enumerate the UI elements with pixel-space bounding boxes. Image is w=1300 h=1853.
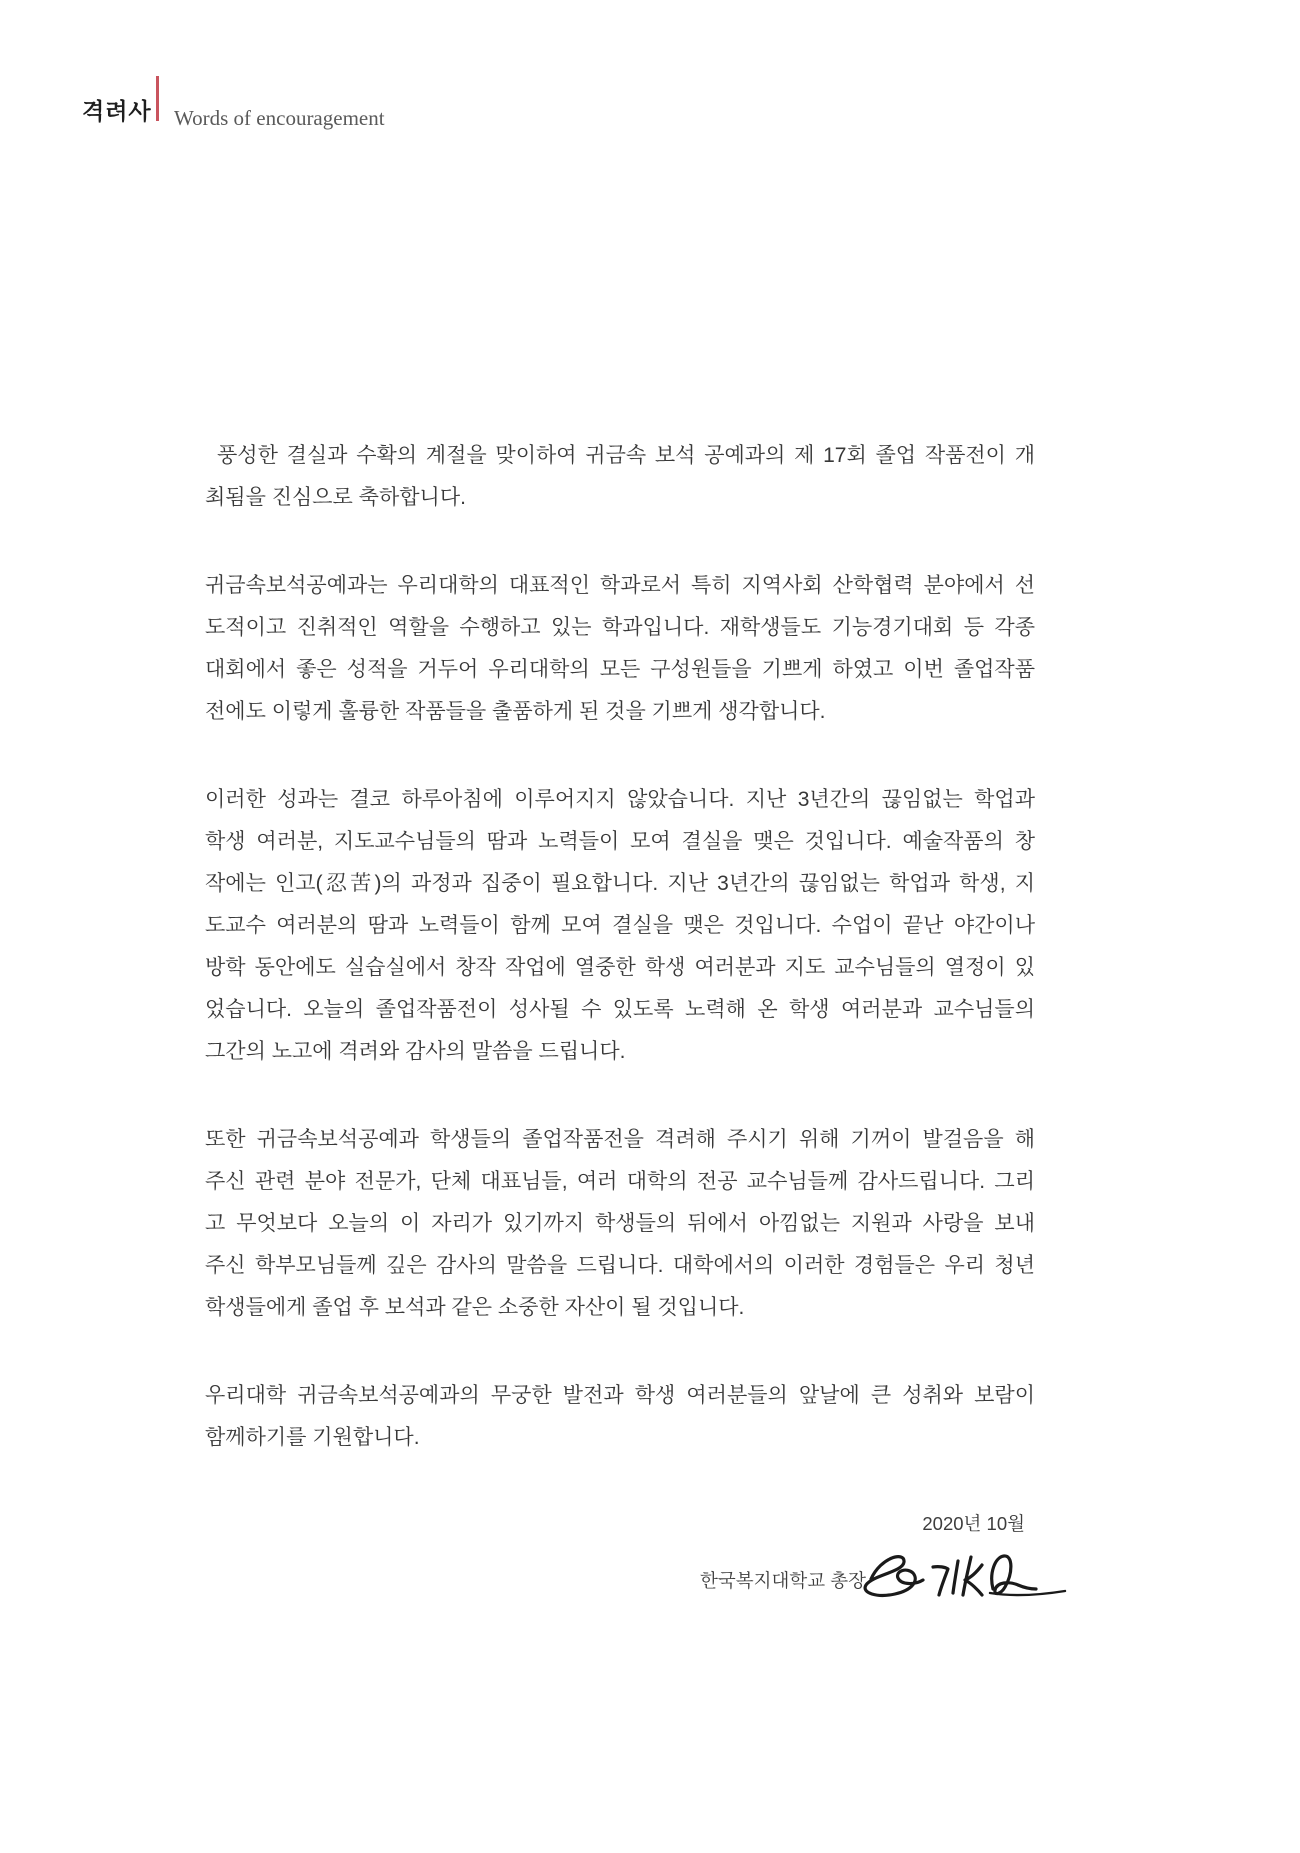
paragraph <box>205 779 1035 1073</box>
text-line: 주신 학부모님들께 깊은 감사의 말씀을 드립니다. 대학에서의 이러한 경험들은 우리 청년 <box>205 1254 1035 1277</box>
date-text: 2020년 10월 <box>922 1513 1025 1534</box>
text-line: 그간의 노고에 격려와 감사의 말씀을 드립니다. <box>205 1040 626 1063</box>
text-line: 학생들에게 졸업 후 보석과 같은 소중한 자산이 될 것입니다. <box>205 1296 745 1319</box>
text-line: 방학 동안에도 실습실에서 창작 작업에 열중한 학생 여러분과 지도 교수님들의 열정이 있 <box>205 956 1035 979</box>
text-line: 고 무엇보다 오늘의 이 자리가 있기까지 학생들의 뒤에서 아낌없는 지원과 사랑을 보내 <box>205 1212 1035 1235</box>
page-title: 격려사 <box>82 98 152 124</box>
text-line: 전에도 이렇게 훌륭한 작품들을 출품하게 된 것을 기쁘게 생각합니다. <box>205 700 826 723</box>
signer-title: 한국복지대학교 총장 <box>700 1570 866 1591</box>
text-line: 대회에서 좋은 성적을 거두어 우리대학의 모든 구성원들을 기쁘게 하였고 이번 졸업작품 <box>205 658 1035 681</box>
text-line: 도적이고 진취적인 역할을 수행하고 있는 학과입니다. 재학생들도 기능경기대회 등 각종 <box>205 616 1035 639</box>
text-line: 함께하기를 기원합니다. <box>205 1426 420 1449</box>
page-subtitle: Words of encouragement <box>174 106 385 130</box>
text-line: 학생 여러분, 지도교수님들의 땀과 노력들이 모여 결실을 맺은 것입니다. 예술작품의 창 <box>205 830 1035 853</box>
body-text <box>205 435 1035 1459</box>
text-line: 도교수 여러분의 땀과 노력들이 함께 모여 결실을 맺은 것입니다. 수업이 끝난 야간이나 <box>205 914 1035 937</box>
text-line: 주신 관련 분야 전문가, 단체 대표님들, 여러 대학의 전공 교수님들께 감사드립니다. 그리 <box>205 1170 1035 1193</box>
text-line: 또한 귀금속보석공예과 학생들의 졸업작품전을 격려해 주시기 위해 기꺼이 발걸음을 해 <box>205 1128 1035 1151</box>
handwritten-signature-icon <box>855 1545 1073 1607</box>
paragraph <box>205 1375 1035 1459</box>
text-line: 풍성한 결실과 수확의 계절을 맞이하여 귀금속 보석 공예과의 제 17회 졸업 작품전이 개 <box>217 444 1035 467</box>
accent-divider <box>156 76 159 121</box>
text-line: 었습니다. 오늘의 졸업작품전이 성사될 수 있도록 노력해 온 학생 여러분과 교수님들의 <box>205 998 1035 1021</box>
text-line: 귀금속보석공예과는 우리대학의 대표적인 학과로서 특히 지역사회 산학협력 분야에서 선 <box>205 574 1035 597</box>
paragraph <box>205 565 1035 733</box>
text-line: 우리대학 귀금속보석공예과의 무궁한 발전과 학생 여러분들의 앞날에 큰 성취와 보람이 <box>205 1384 1035 1407</box>
paragraph <box>205 1119 1035 1329</box>
paragraph <box>205 435 1035 519</box>
text-line: 최됨을 진심으로 축하합니다. <box>205 486 466 509</box>
text-line: 작에는 인고(忍苦)의 과정과 집중이 필요합니다. 지난 3년간의 끊임없는 학업과 학생, 지 <box>205 872 1035 895</box>
text-line: 이러한 성과는 결코 하루아침에 이루어지지 않았습니다. 지난 3년간의 끊임없는 학업과 <box>205 788 1035 811</box>
